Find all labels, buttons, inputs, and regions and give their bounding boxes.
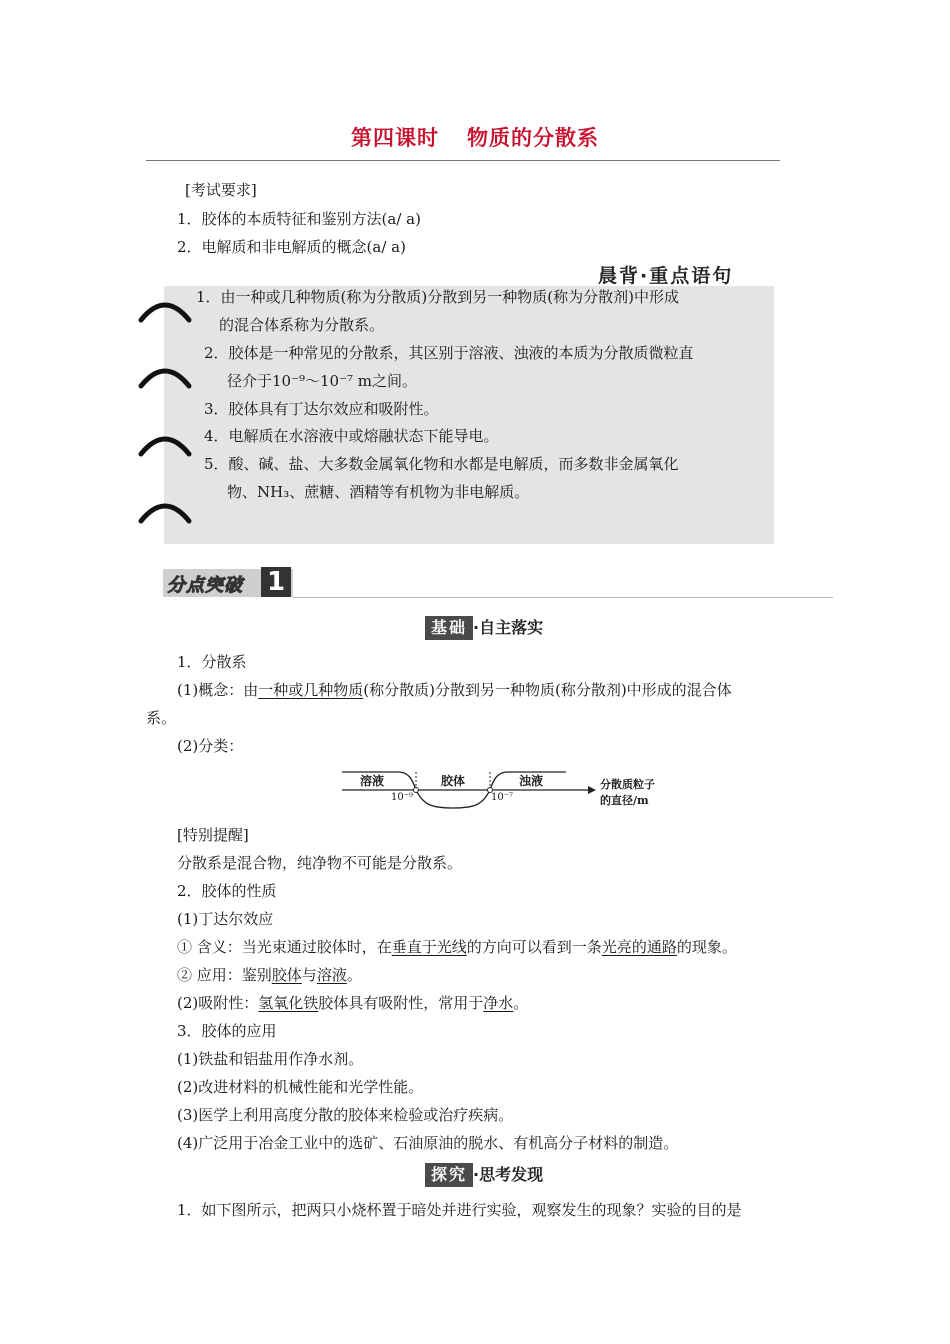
recite-line: 3．胶体具有丁达尔效应和吸附性。 — [204, 400, 439, 418]
diagram-solution: 溶液 — [360, 774, 385, 788]
diagram-axis-label: 的直径/m — [600, 794, 649, 807]
note-text: 分散系是混合物，纯净物不可能是分散系。 — [177, 854, 463, 872]
s3-heading: 3．胶体的应用 — [177, 1022, 277, 1040]
binder-ring-icon — [138, 430, 192, 458]
diagram-colloid: 胶体 — [441, 774, 466, 788]
s1-concept-end: 系。 — [146, 709, 177, 727]
s2-heading: 2．胶体的性质 — [177, 882, 277, 900]
recite-line: 径介于10⁻⁹～10⁻⁷ m之间。 — [227, 372, 418, 390]
recite-line: 4．电解质在水溶液中或熔融状态下能导电。 — [204, 427, 499, 445]
requirement-item: 1．胶体的本质特征和鉴别方法(a/ a) — [177, 210, 421, 228]
diagram-tick1: 10⁻⁹ — [391, 792, 414, 803]
diagram-axis-label: 分散质粒子 — [600, 778, 655, 791]
recite-label: 晨背·重点语句 — [598, 265, 734, 287]
binder-ring-icon — [138, 497, 192, 525]
recite-line: 的混合体系称为分散系。 — [219, 316, 385, 334]
s3-item: (2)改进材料的机械性能和光学性能。 — [177, 1078, 424, 1096]
s1-heading: 1．分散系 — [177, 653, 247, 671]
recite-line: 物、NH₃、蔗糖、酒精等有机物为非电解质。 — [227, 483, 530, 501]
s2-application: ② 应用：鉴别胶体与溶液。 — [177, 966, 362, 984]
s3-item: (1)铁盐和铝盐用作净水剂。 — [177, 1050, 364, 1068]
section-rule — [293, 597, 833, 598]
s2-tyndall: (1)丁达尔效应 — [177, 910, 274, 928]
note-header: [特别提醒] — [177, 826, 249, 844]
section-badge-number: 1 — [261, 567, 291, 597]
diagram-tick2: 10⁻⁷ — [491, 792, 514, 803]
diagram-suspension: 浊液 — [519, 774, 544, 788]
recite-line: 2．胶体是一种常见的分散系，其区别于溶液、浊液的本质为分散质微粒直 — [204, 344, 694, 362]
title-rule — [146, 160, 780, 161]
s3-item: (3)医学上利用高度分散的胶体来检验或治疗疾病。 — [177, 1106, 514, 1124]
basics-tag: 基础 ·自主落实 — [425, 616, 543, 640]
s3-item: (4)广泛用于冶金工业中的选矿、石油原油的脱水、有机高分子材料的制造。 — [177, 1134, 679, 1152]
s1-concept: (1)概念：由一种或几种物质(称分散质)分散到另一种物质(称分散剂)中形成的混合体 — [177, 681, 732, 699]
explore-tag: 探究 ·思考发现 — [425, 1163, 543, 1187]
page-title: 第四课时 物质的分散系 — [351, 126, 599, 150]
requirement-item: 2．电解质和非电解质的概念(a/ a) — [177, 238, 406, 256]
section-badge-text: 分点突破 — [167, 575, 243, 596]
binder-ring-icon — [138, 296, 192, 324]
section-badge — [163, 569, 293, 597]
s2-meaning: ① 含义：当光束通过胶体时，在垂直于光线的方向可以看到一条光亮的通路的现象。 — [177, 938, 737, 956]
binder-ring-icon — [138, 362, 192, 390]
s1-classify: (2)分类： — [177, 737, 244, 755]
s2-adsorption: (2)吸附性：氢氧化铁胶体具有吸附性，常用于净水。 — [177, 994, 529, 1012]
requirements-header: [考试要求] — [185, 181, 257, 199]
recite-line: 1．由一种或几种物质(称为分散质)分散到另一种物质(称为分散剂)中形成 — [196, 288, 679, 306]
recite-line: 5．酸、碱、盐、大多数金属氧化物和水都是电解质，而多数非金属氧化 — [204, 455, 679, 473]
question-1: 1．如下图所示，把两只小烧杯置于暗处并进行实验，观察发生的现象？实验的目的是 — [177, 1201, 742, 1219]
